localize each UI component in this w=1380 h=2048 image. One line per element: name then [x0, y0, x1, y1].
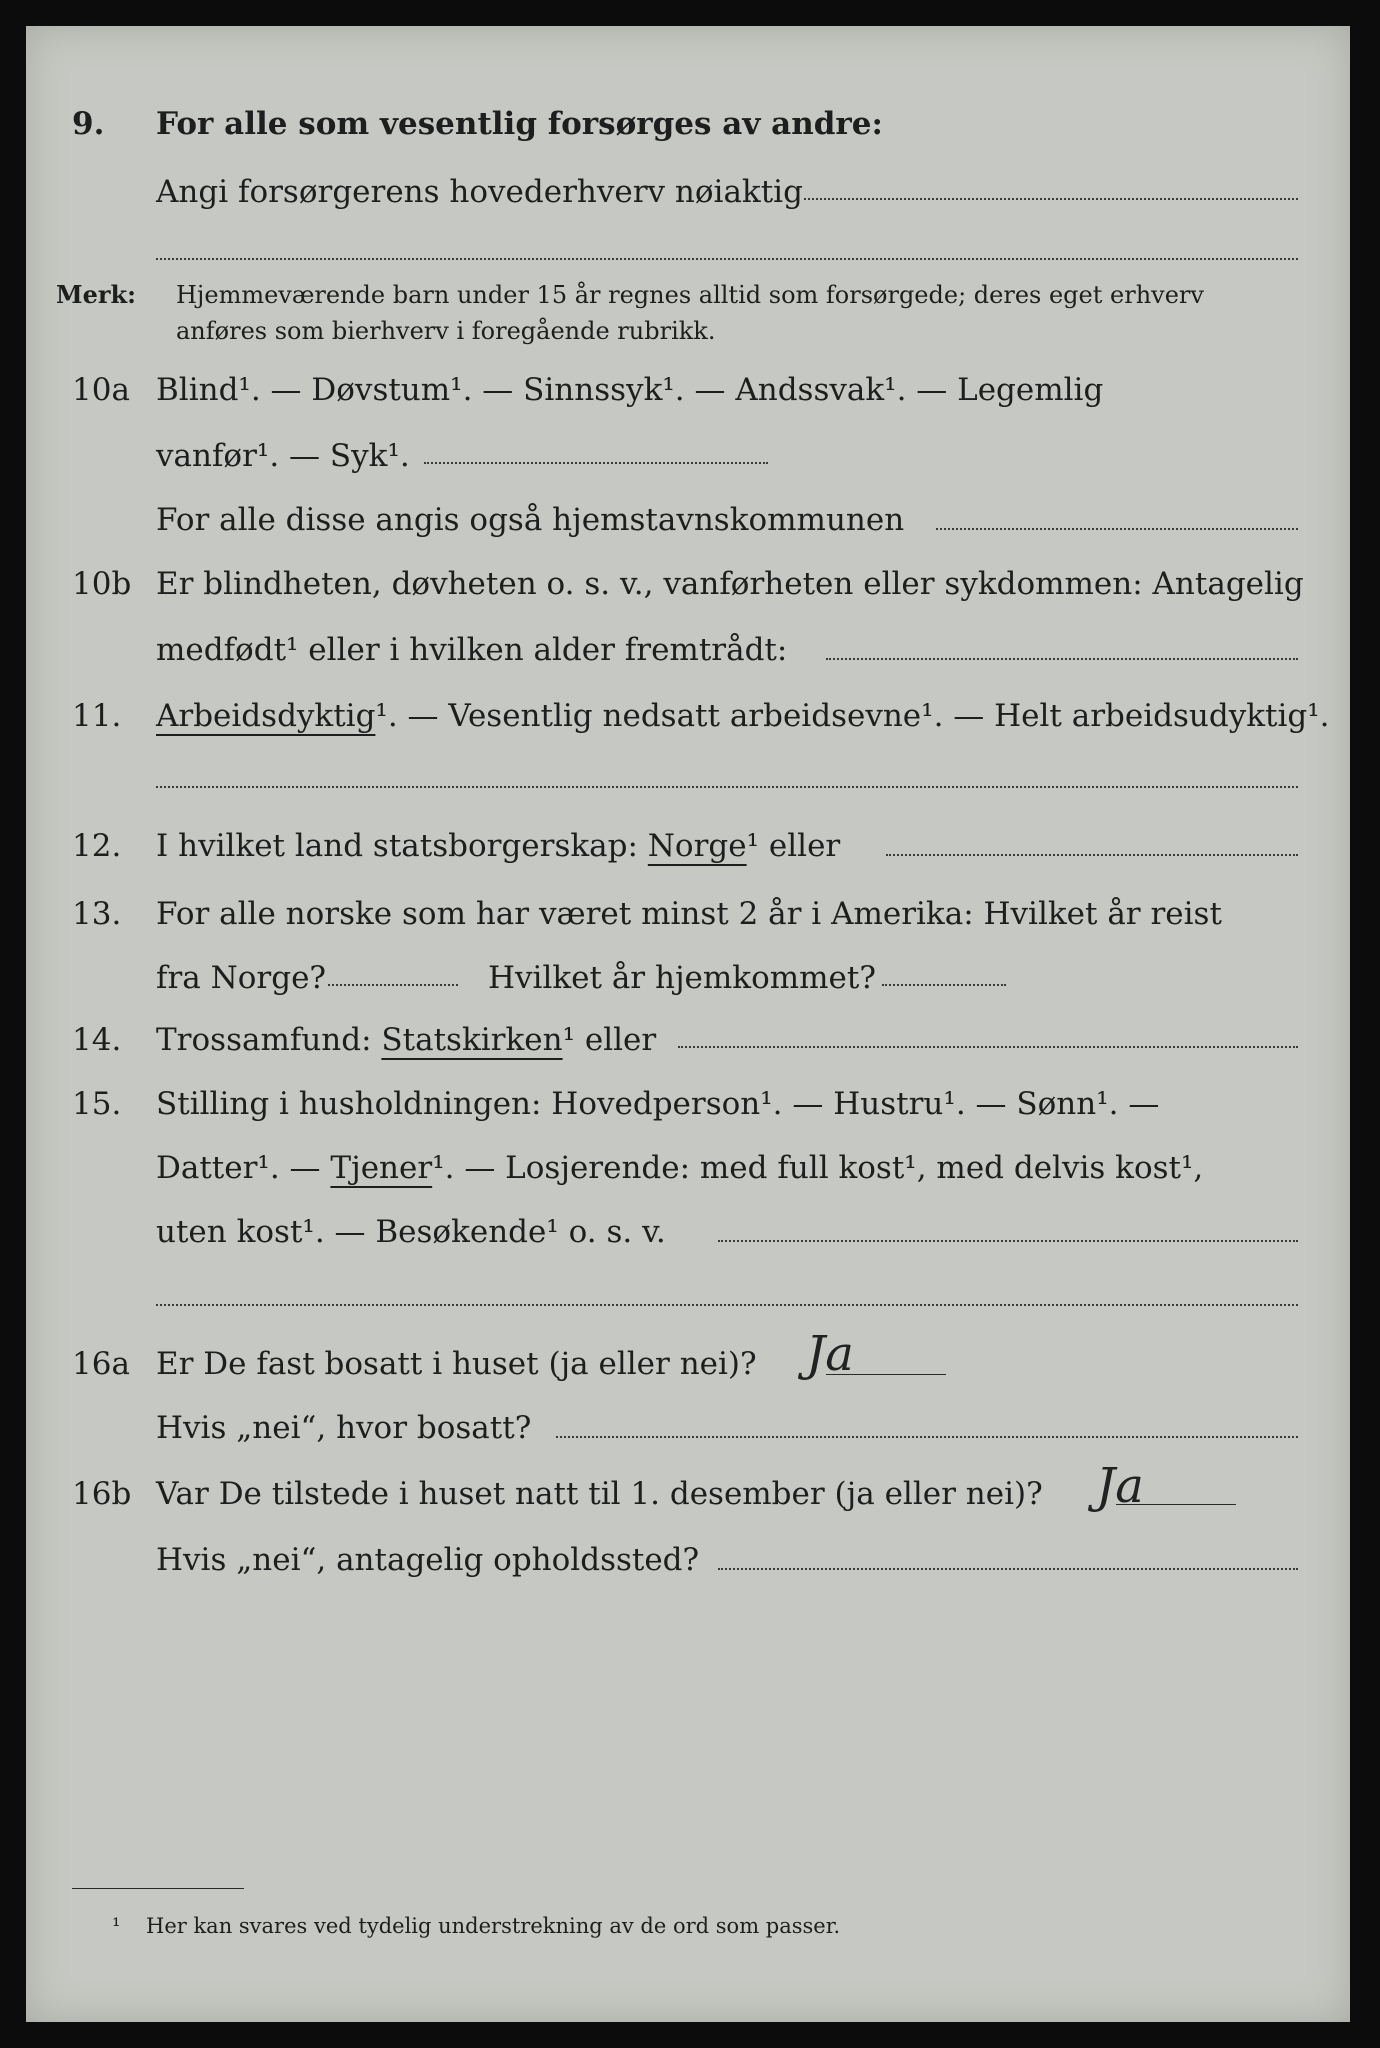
- q14-answer-line[interactable]: [678, 1046, 1298, 1048]
- footnote-divider: [72, 1888, 244, 1889]
- q16a-line-2: Hvis „nei“, hvor bosatt?: [156, 1410, 532, 1446]
- q15-number: 15.: [72, 1086, 122, 1122]
- q13-reist-line[interactable]: [328, 984, 458, 986]
- q11-option-arbeidsdyktig[interactable]: Arbeidsdyktig: [156, 698, 376, 734]
- q10b-line-1: Er blindheten, døvheten o. s. v., vanførheten eller sykdommen: Antagelig: [156, 566, 1304, 602]
- q10b-number: 10b: [72, 566, 132, 602]
- q12-number: 12.: [72, 828, 122, 864]
- q15-line-2: [156, 1148, 1203, 1188]
- q9-subtitle: Angi forsørgerens hovederhverv nøiaktig: [156, 174, 803, 210]
- q14-number: 14.: [72, 1022, 122, 1058]
- q10a-line-3: For alle disse angis også hjemstavnskommunen: [156, 502, 905, 538]
- q16a-handwritten-answer: Ja: [806, 1326, 854, 1382]
- q11-answer-line[interactable]: [156, 786, 1298, 788]
- q15-line-2b: ¹. — Losjerende: med full kost¹, med delvis kost¹,: [432, 1150, 1204, 1186]
- q13-number: 13.: [72, 896, 122, 932]
- q9-number: 9.: [72, 106, 105, 142]
- q16b-answer-line[interactable]: [1116, 1504, 1236, 1505]
- q13-line-1: For alle norske som har været minst 2 år i Amerika: Hvilket år reist: [156, 896, 1222, 932]
- q16a-answer-line[interactable]: [826, 1374, 946, 1375]
- q13-line-2a: fra Norge?: [156, 960, 327, 996]
- q13-line-2b: Hvilket år hjemkommet?: [488, 960, 876, 996]
- q12-text: [156, 826, 840, 866]
- q15-option-tjener[interactable]: Tjener: [330, 1150, 433, 1186]
- q14-text: [156, 1020, 656, 1060]
- q16a-line-1: Er De fast bosatt i huset (ja eller nei)?: [156, 1346, 757, 1382]
- q10a-line-2: vanfør¹. — Syk¹.: [156, 438, 410, 474]
- q16a-number: 16a: [72, 1346, 130, 1382]
- q15-line-1: Stilling i husholdningen: Hovedperson¹. — Hustru¹. — Sønn¹. —: [156, 1086, 1160, 1122]
- q16b-opholdssted-line[interactable]: [718, 1568, 1298, 1570]
- q11-rest: ¹. — Vesentlig nedsatt arbeidsevne¹. — Helt arbeidsudyktig¹.: [375, 698, 1330, 734]
- q9-title: For alle som vesentlig forsørges av andre:: [156, 106, 883, 142]
- q9-answer-line-2[interactable]: [156, 258, 1298, 260]
- q15-answer-line[interactable]: [718, 1240, 1298, 1242]
- q12-option-norge[interactable]: Norge: [647, 828, 747, 864]
- q14-option-statskirken[interactable]: Statskirken: [381, 1022, 563, 1058]
- q16a-bosatt-line[interactable]: [556, 1436, 1298, 1438]
- q13-hjemkommet-line[interactable]: [882, 984, 1006, 986]
- q10a-line-1: Blind¹. — Døvstum¹. — Sinnssyk¹. — Andssvak¹. — Legemlig: [156, 372, 1104, 408]
- q10a-number: 10a: [72, 372, 130, 408]
- q15-line-2a: Datter¹. —: [156, 1150, 321, 1186]
- merk-label: Merk:: [56, 280, 136, 309]
- q10b-answer-line[interactable]: [826, 658, 1298, 660]
- q15-answer-line-2[interactable]: [156, 1304, 1298, 1306]
- footnote-mark: ¹: [112, 1914, 121, 1938]
- q10a-hjemstavn-line[interactable]: [936, 528, 1298, 530]
- q16b-line-2: Hvis „nei“, antagelig opholdssted?: [156, 1542, 700, 1578]
- q14-pre: Trossamfund:: [156, 1022, 372, 1058]
- q11-text: [156, 696, 1330, 736]
- q15-line-3: uten kost¹. — Besøkende¹ o. s. v.: [156, 1214, 666, 1250]
- merk-line-2: anføres som bierhverv i foregående rubrikk.: [176, 317, 716, 345]
- q16b-line-1: Var De tilstede i huset natt til 1. desember (ja eller nei)?: [156, 1476, 1043, 1512]
- q16b-number: 16b: [72, 1476, 132, 1512]
- q16b-handwritten-answer: Ja: [1096, 1458, 1144, 1514]
- q12-post: ¹ eller: [746, 828, 841, 864]
- q11-number: 11.: [72, 698, 122, 734]
- footnote-text: Her kan svares ved tydelig understrekning av de ord som passer.: [146, 1914, 841, 1938]
- census-form-page: [26, 26, 1350, 2022]
- q14-post: ¹ eller: [562, 1022, 657, 1058]
- q10b-line-2: medfødt¹ eller i hvilken alder fremtrådt:: [156, 632, 788, 668]
- q9-answer-line[interactable]: [804, 198, 1298, 200]
- q12-answer-line[interactable]: [886, 854, 1298, 856]
- q10a-answer-line[interactable]: [424, 462, 768, 464]
- q12-pre: I hvilket land statsborgerskap:: [156, 828, 638, 864]
- merk-line-1: Hjemmeværende barn under 15 år regnes alltid som forsørgede; deres eget erhverv: [176, 281, 1204, 309]
